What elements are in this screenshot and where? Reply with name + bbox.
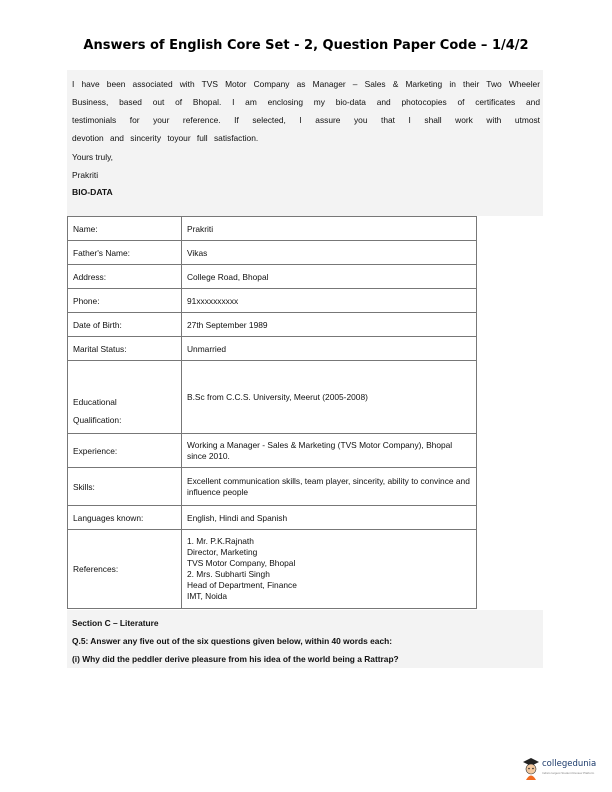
row-label-marital: Marital Status: [68, 337, 182, 361]
table-row [68, 289, 477, 313]
row-value-references [182, 530, 477, 609]
row-value-experience [182, 434, 477, 468]
table-row [68, 265, 477, 289]
row-label-skills: Skills: [68, 468, 182, 506]
letter-closing: Yours truly, [72, 152, 113, 162]
letter-line-3: testimonials for your reference. If selected, I assure you that I shall work with utmost [72, 115, 540, 125]
table-row [68, 313, 477, 337]
biodata-heading: BIO-DATA [72, 187, 113, 197]
letter-signature-name: Prakriti [72, 170, 99, 180]
logo-text: collegedunia [542, 759, 597, 769]
row-value-marital: Unmarried [182, 337, 477, 361]
row-value-education: B.Sc from C.C.S. University, Meerut (2005-2008) [182, 361, 477, 434]
row-value-name: Prakriti [182, 217, 477, 241]
section-heading: Section C – Literature [72, 618, 159, 628]
row-value-phone: 91xxxxxxxxxx [182, 289, 477, 313]
row-label-experience: Experience: [68, 434, 182, 468]
table-row [68, 241, 477, 265]
question-instruction: Q.5: Answer any five out of the six questions given below, within 40 words each: [72, 636, 393, 646]
row-label-name: Name: [68, 217, 182, 241]
graduate-mascot-icon [522, 756, 540, 780]
table-row [68, 506, 477, 530]
row-value-languages: English, Hindi and Spanish [182, 506, 477, 530]
table-row [68, 468, 477, 506]
row-label-phone: Phone: [68, 289, 182, 313]
row-label-father: Father's Name: [68, 241, 182, 265]
experience-text: Working a Manager - Sales & Marketing (TVS Motor Company), Bhopal since 2010. [187, 439, 453, 461]
logo-tagline: India's largest Student Review Platform [542, 771, 595, 775]
subquestion: (i) Why did the peddler derive pleasure from his idea of the world being a Rattrap? [72, 654, 399, 664]
letter-line-4: devotion and sincerity toyour full satisfaction. [72, 133, 259, 143]
skills-text: Excellent communication skills, team player, sincerity, ability to convince and influence people [187, 475, 470, 497]
letter-line-1: I have been associated with TVS Motor Company as Manager – Sales & Marketing in their Two Wheeler [72, 79, 540, 89]
education-label-line-1: Educational [73, 397, 117, 407]
letter-line-2: Business, based out of Bhopal. I am enclosing my bio-data and photocopies of certificates and [72, 97, 540, 107]
document-title: Answers of English Core Set - 2, Question Paper Code – 1/4/2 [83, 38, 529, 53]
row-value-skills [182, 468, 477, 506]
references-text: 1. Mr. P.K.Rajnath Director, Marketing TVS Motor Company, Bhopal 2. Mrs. Subharti Singh Head of Department, Finance IMT, Noida [187, 536, 297, 601]
biodata-table [67, 216, 477, 609]
table-row [68, 337, 477, 361]
row-value-father: Vikas [182, 241, 477, 265]
row-label-references: References: [68, 530, 182, 609]
collegedunia-logo [522, 756, 604, 782]
table-row [68, 361, 477, 434]
row-label-education [68, 361, 182, 434]
row-label-dob: Date of Birth: [68, 313, 182, 337]
table-row [68, 530, 477, 609]
row-label-address: Address: [68, 265, 182, 289]
table-row [68, 217, 477, 241]
row-value-dob: 27th September 1989 [182, 313, 477, 337]
row-label-languages: Languages known: [68, 506, 182, 530]
table-row [68, 434, 477, 468]
row-value-address: College Road, Bhopal [182, 265, 477, 289]
education-label-line-2: Qualification: [73, 415, 122, 425]
